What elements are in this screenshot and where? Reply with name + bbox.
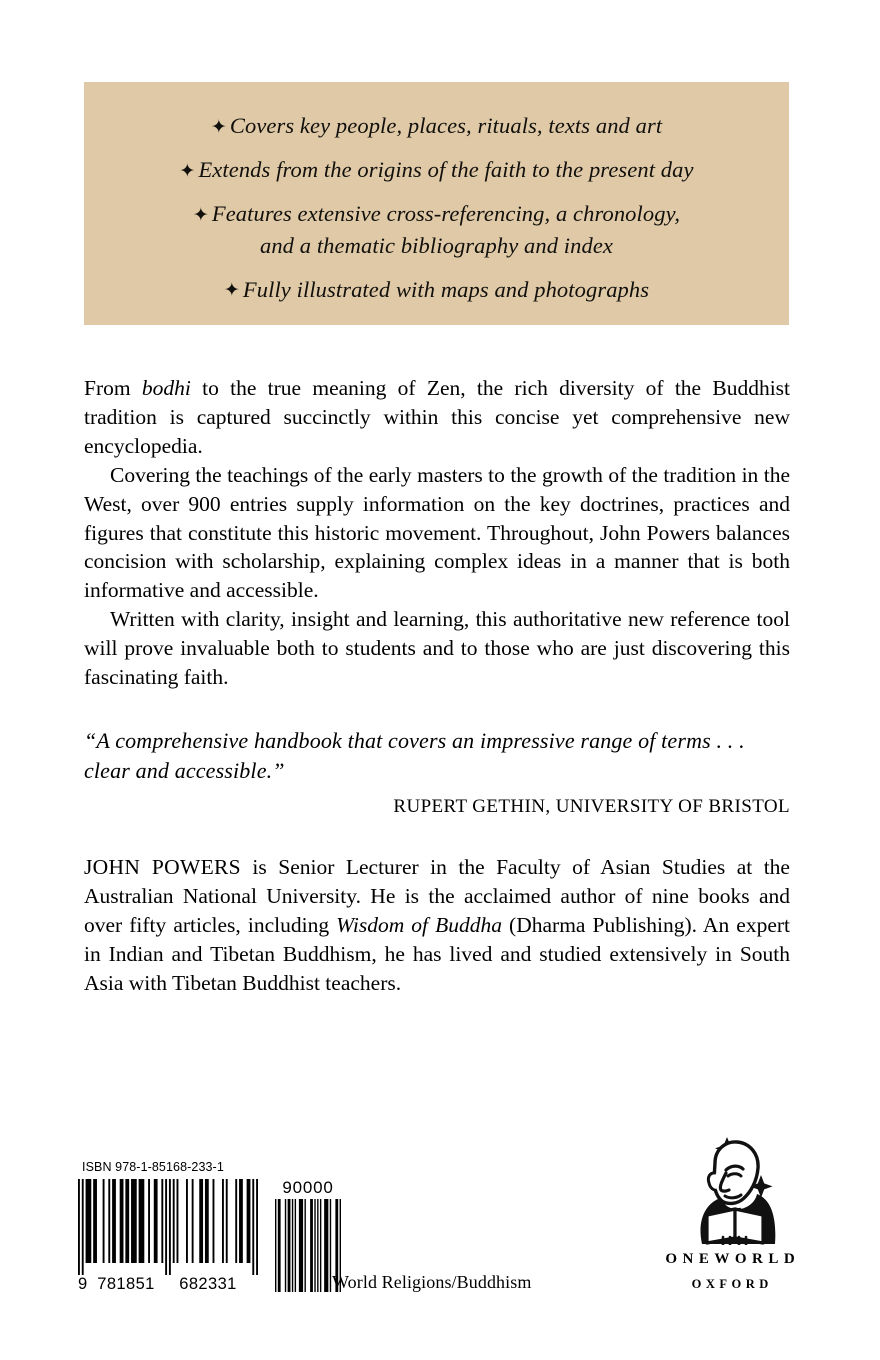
author-bio-block (84, 853, 790, 998)
publisher-name: ONEWORLD (665, 1251, 801, 1267)
ean13-barcode (78, 1179, 258, 1293)
list-item (84, 274, 789, 306)
review-quote-text: “A comprehensive handbook that covers an impressive range of terms . . . clear and accessible.” (84, 728, 745, 784)
feature-highlight-panel (84, 82, 789, 325)
ean13-bars-icon (78, 1179, 258, 1275)
blurb-paragraph-1 (84, 374, 790, 461)
author-bio-part2: (Dharma Publishing). An expert in Indian and Tibetan Buddhism, he has lived and studied extensively in South Asia with Tibetan Buddhist teachers. (84, 912, 790, 995)
feature-bullet-list (84, 110, 789, 318)
author-bio-book-title: Wisdom of Buddha (336, 912, 502, 937)
isbn-label: ISBN 978-1-85168-233-1 (82, 1160, 224, 1174)
four-point-star-bullet-icon: ✦ (192, 204, 209, 226)
blurb-p1-part2: to the true meaning of Zen, the rich diversity of the Buddhist tradition is captured succinctly within this concise yet comprehensive new encyclopedia. (84, 376, 791, 458)
blurb-body (84, 374, 790, 692)
category-label: World Religions/Buddhism (332, 1272, 532, 1292)
list-item (84, 154, 789, 186)
barcode-group (78, 1179, 341, 1293)
blurb-p1-part1: From (84, 376, 142, 400)
blurb-paragraph-2: Covering the teachings of the early masters to the growth of the tradition in the West, over 900 entries supply information on the key doctrines, practices and figures that constitute this historic movement. Throughout, John Powers balances concision with scholarship, explaining complex ideas in a manner that is both informative and accessible. (84, 462, 790, 603)
author-bio-paragraph (84, 853, 790, 998)
ean13-left-group: 781851 (97, 1275, 155, 1293)
oneworld-reader-logo-icon (671, 1133, 789, 1245)
list-item-label: Covers key people, places, rituals, texts and art (229, 113, 663, 138)
author-name: JOHN POWERS (84, 855, 241, 879)
list-item-label: Extends from the origins of the faith to the present day (198, 156, 694, 182)
author-bio-part1: is Senior Lecturer in the Faculty of Asian Studies at the Australian National University. He is the acclaimed author of nine books and over fifty articles, including (84, 855, 790, 937)
list-item (84, 198, 789, 230)
publisher-block (650, 1133, 810, 1292)
barcode-zone (78, 1160, 341, 1293)
four-point-star-bullet-icon: ✦ (179, 160, 196, 182)
four-point-star-bullet-icon: ✦ (223, 280, 240, 302)
four-point-star-bullet-icon: ✦ (210, 116, 227, 138)
blurb-p1-italic-term: bodhi (141, 376, 191, 400)
list-item-continuation (84, 230, 789, 262)
publisher-city: OXFORD (691, 1277, 773, 1291)
blurb-paragraph-3: Written with clarity, insight and learning, this authoritative new reference tool will prove invaluable both to students and to those who are just discovering this fascinating faith. (84, 607, 790, 690)
list-item-label: Fully illustrated with maps and photographs (242, 276, 650, 302)
ean13-digits (78, 1276, 258, 1293)
ean13-right-group: 682331 (179, 1275, 237, 1293)
list-item-label: and a thematic bibliography and index (259, 232, 614, 258)
list-item (84, 110, 789, 142)
ean13-first-digit: 9 (78, 1275, 88, 1293)
ean5-addon-digits: 90000 (282, 1178, 334, 1197)
review-quote-block (84, 726, 790, 818)
list-item-label: Features extensive cross-referencing, a chronology, (211, 200, 681, 226)
review-quote-attribution: RUPERT GETHIN, UNIVERSITY OF BRISTOL (393, 795, 790, 817)
